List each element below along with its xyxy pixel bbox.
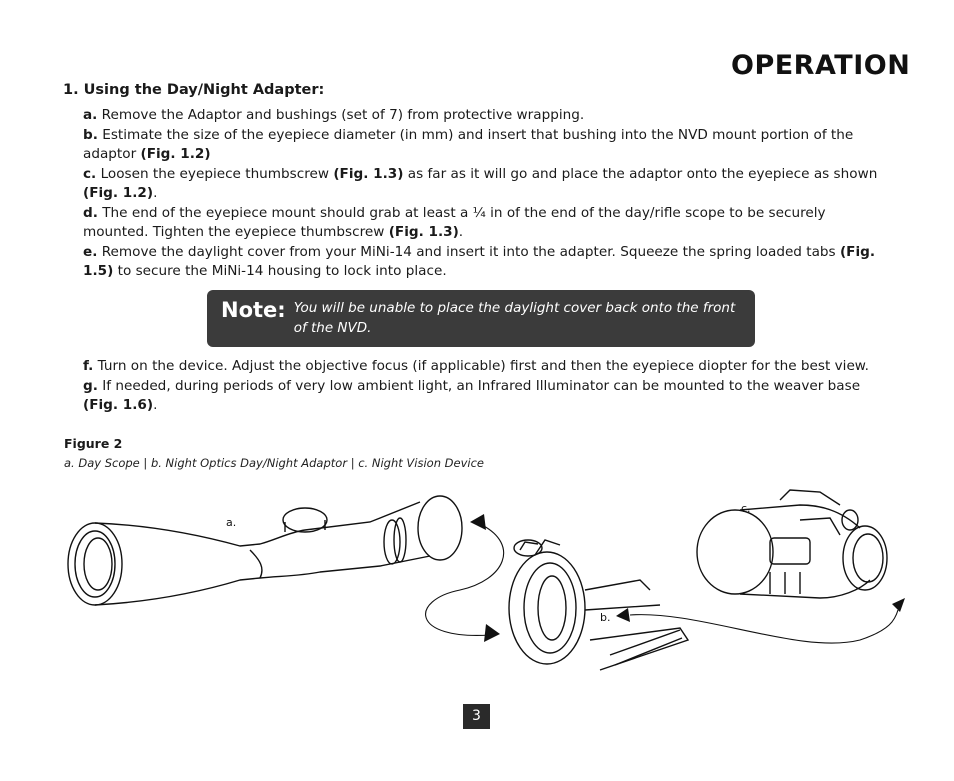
step-text: Remove the daylight cover from your MiNi-14 and insert it into the adapter. Squeeze the spring loaded tabs (101, 243, 840, 260)
step-text: . (458, 224, 464, 240)
note-label: Note: (221, 298, 286, 322)
step-text: to secure the MiNi-14 housing to lock into place. (113, 263, 447, 279)
step-e (83, 243, 893, 282)
page-title: OPERATION (731, 50, 911, 81)
instruction-steps (83, 106, 893, 282)
arrow-head-4 (892, 598, 905, 612)
step-text: The end of the eyepiece mount should grab at least a ¼ in of the end of the day/rifle scope to be securely mounted. Tighten the eyepiece thumbscrew (83, 204, 826, 240)
figure-illustration (0, 480, 954, 690)
step-g (83, 377, 893, 416)
arrow-head-1 (470, 514, 486, 530)
step-text: . (153, 397, 158, 413)
step-text: Remove the Adaptor and bushings (set of 7) from protective wrapping. (101, 107, 585, 123)
step-letter: b. (83, 126, 98, 143)
step-letter: f. (83, 358, 94, 374)
figure-reference: (Fig. 1.6) (83, 397, 154, 413)
page-number: 3 (463, 704, 490, 729)
figure-reference: (Fig. 1.2) (140, 146, 211, 162)
step-c (83, 165, 893, 204)
step-b (83, 126, 893, 165)
step-letter: a. (83, 107, 98, 123)
label-c: c. (741, 502, 751, 515)
night-vision-drawing (697, 490, 887, 598)
step-text: Turn on the device. Adjust the objective focus (if applicable) first and then the eyepiece diopter for the best view. (97, 358, 870, 374)
step-text: Estimate the size of the eyepiece diameter (in mm) and insert that bushing into the NVD mount portion of the adaptor (83, 126, 854, 162)
arrow-head-2 (484, 624, 500, 642)
note-text: You will be unable to place the daylight cover back onto the front of the NVD. (293, 300, 736, 336)
label-b: b. (600, 611, 611, 624)
figure-reference: (Fig. 1.3) (388, 224, 459, 240)
adapter-drawing (509, 540, 688, 670)
step-text: . (153, 185, 158, 201)
step-letter: d. (83, 204, 98, 221)
step-letter: e. (83, 243, 98, 260)
step-text: Loosen the eyepiece thumbscrew (100, 165, 334, 182)
figure-reference: (Fig. 1.3) (333, 165, 404, 182)
note-box (207, 290, 755, 347)
figure-caption: a. Day Scope | b. Night Optics Day/Night Adaptor | c. Night Vision Device (64, 456, 484, 470)
step-letter: g. (83, 377, 98, 394)
section-heading: 1. Using the Day/Night Adapter: (63, 82, 325, 98)
step-a (83, 106, 893, 126)
step-letter: c. (83, 165, 97, 182)
step-text: as far as it will go and place the adaptor onto the eyepiece as shown (403, 165, 878, 182)
figure-reference: (Fig. 1.2) (83, 185, 154, 201)
figure-reference: (Fig. 1.5) (83, 243, 876, 279)
label-a: a. (226, 516, 237, 529)
step-d (83, 204, 893, 243)
instruction-steps-continued (83, 357, 893, 416)
step-f (83, 357, 893, 377)
step-text: If needed, during periods of very low ambient light, an Infrared Illuminator can be mounted to the weaver base (102, 377, 861, 394)
day-scope-drawing (68, 496, 462, 605)
arrow-head-3 (616, 608, 630, 622)
figure-title: Figure 2 (64, 436, 123, 451)
